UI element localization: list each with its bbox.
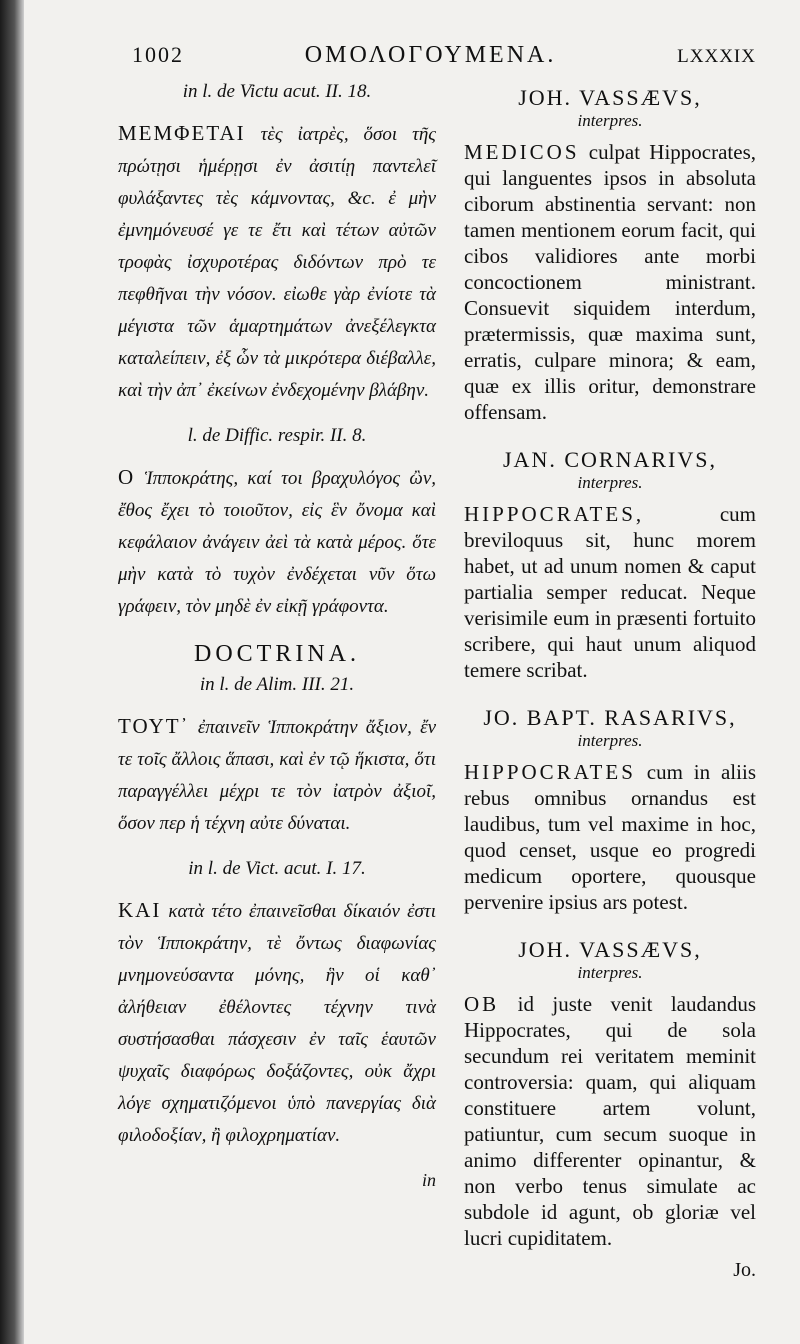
catchword: Jo. — [733, 1259, 756, 1281]
citation-ref: in l. de Vict. acut. I. 17. — [188, 858, 366, 879]
greek-passage: ΤΟΥΤ᾿ ἐπαινεῖν Ἱπποκράτην ἄξιον, ἔν τε τοῖς ἄλλοις ἅπασι, καὶ ἐν τῷ ἥκιστα, ὅτι παραγγέλλει μέχρι τε τὸν ἰατρὸν ἀξιοῖ, ὅσον περ ἡ τέχνη αὐτε δύναται. — [118, 714, 436, 834]
section-heading: DOCTRINA. — [194, 641, 360, 667]
catchword: in — [421, 1170, 436, 1190]
running-header — [118, 30, 756, 75]
two-column-body — [118, 75, 756, 1282]
citation-ref: in l. de Alim. III. 21. — [199, 674, 355, 695]
latin-passage: OB id juste venit laudandus Hippocrates, qui de sola secundum rei veritatem meminit controversia: quam, qui aliquam constituere artem volunt, patiuntur, cum secum suoque in animo differenter opinantur, & non verbo tenus simulate ac subdole id agunt, ob gloriæ vel lucri cupiditatem. — [464, 992, 756, 1250]
translator-role: interpres. — [577, 731, 643, 750]
page-title: ΟΜΟΛΟΓΟΥΜΕΝΑ. — [304, 42, 557, 68]
translator-role: interpres. — [577, 963, 643, 982]
greek-passage: Ο Ἱπποκράτης, καί τοι βραχυλόγος ὢν, ἔθος ἔχει τὸ τοιοῦτον, εἰς ἓν ὄνομα καὶ κεφάλαιον ἀνάγειν ἀεὶ τὰ κατὰ μέρος. ὅτε μὴν κατὰ τὸ τυχὸν ἐνδέχεται νῦν ὅτω γράφειν, τὸν μηδὲ ἐν εἰκῇ γράφοντα. — [118, 465, 437, 617]
latin-passage: MEDICOS culpat Hippocrates, qui languentes ipsos in absoluta ciborum abstinentia servant: non tamen mentionem eorum facit, qui cibos validiores ante morbi concoctionem ministrant. Consuevit siquidem interdum, prætermissis, quæ maxima sunt, erratis, culpare minora; & eam, quæ ex illis oritur, demonstrare offensam. — [464, 140, 756, 424]
greek-passage: ΚΑΙ κατὰ τέτο ἐπαινεῖσθαι δίκαιόν ἐστι τὸν Ἱπποκράτην, τὲ ὄντως διαφωνίας μνημονεύσαντα μόνης, ἣν οἱ καθ᾿ ἀλήθειαν ἐθέλοντες τέχνην τινὰ συστήσασθαι πάσχεσιν ἐν ταῖς ἑαυτῶν ψυχαῖς διαφόρως δοξάζοντες, οὐκ ἄχρι λόγε σχηματιζόμενοι ὑπὸ πανεργίας διὰ φιλοδοξίαν, ἢ φιλοχρηματίαν. — [118, 898, 437, 1146]
translator-role: interpres. — [577, 111, 643, 130]
translator-name: JO. BAPT. RASARIVS, — [483, 705, 737, 730]
latin-passage: HIPPOCRATES cum in aliis rebus omnibus ornandus est laudibus, tum vel maxime in hoc, quod censet, usque eo progredi medicum oportere, quousque pervenire ipsius ars potest. — [464, 760, 756, 914]
page-number: 1002 — [132, 42, 184, 67]
citation-ref: in l. de Victu acut. II. 18. — [182, 81, 372, 102]
book-spine-shadow — [0, 0, 24, 1344]
greek-passage: ΜΕΜΦΕΤΑΙ τὲς ἰατρὲς, ὅσοι τῆς πρώτῃσι ἡμέρῃσι ἐν ἀσιτίῃ παντελεῖ φυλάξαντες τὲς κάμνοντας, &c. ἐ μὴν ἐμνημόνευσέ γε τε ἔτι καὶ τέτων αὐτῶν τροφὰς ἰσχυροτέρας διδόντων πρὸ τε πεφθῆναι τὴν νόσον. εἰωθε γὰρ ἐνίοτε τὰ μέγιστα τῶν ἁμαρτημάτων ἀνεξέλεγκτα καταλείπειν, ἐξ ὧν τὰ μικρότερα διέβαλλε, καὶ τὴν ἀπ᾿ ἐκείνων ἐνδεχομένην βλάβην. — [118, 121, 437, 401]
latin-passage: HIPPOCRATES, cum breviloquus sit, hunc morem habet, ut ad unum nomen & caput partialia semper reducat. Neque verisimile eum in præsenti fortuito scribere, qui haut unum aliquod temere scribat. — [464, 502, 756, 682]
translator-role: interpres. — [577, 473, 643, 492]
greek-column — [118, 75, 436, 1282]
citation-ref: l. de Diffic. respir. II. 8. — [187, 425, 367, 446]
latin-column — [464, 75, 756, 1282]
translator-name: JOH. VASSÆVS, — [518, 937, 702, 962]
translator-name: JAN. CORNARIVS, — [503, 447, 717, 472]
section-number: LXXXIX — [677, 46, 756, 67]
translator-name: JOH. VASSÆVS, — [518, 85, 702, 110]
